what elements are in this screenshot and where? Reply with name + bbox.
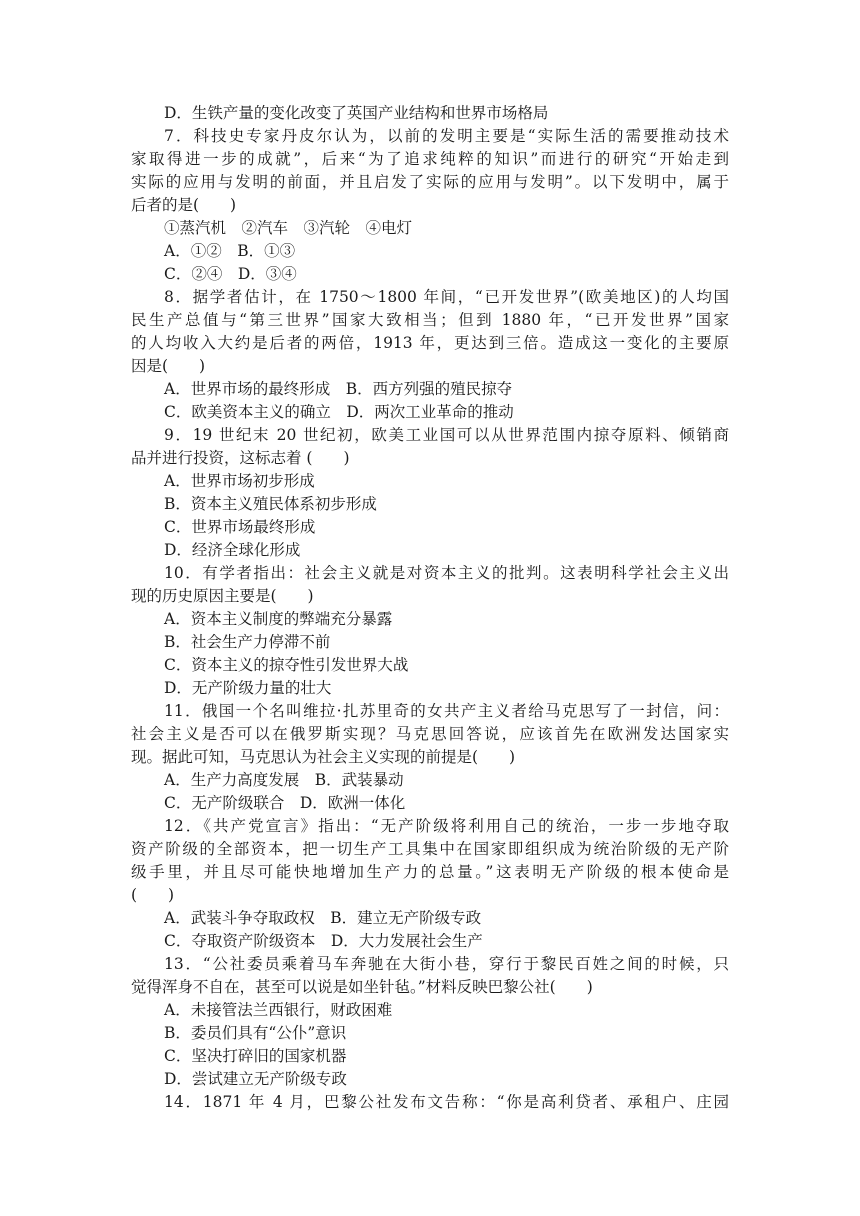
text-line: 现。据此可知，马克思认为社会主义实现的前提是( ): [131, 748, 516, 766]
text-line: C．夺取资产阶级资本 D．大力发展社会生产: [164, 932, 483, 950]
text-line: A．世界市场的最终形成 B．西方列强的殖民掠夺: [164, 380, 513, 398]
text-line: 社会主义是否可以在俄罗斯实现？马克思回答说，应该首先在欧洲发达国家实: [131, 725, 729, 743]
text-line: 现的历史原因主要是( ): [131, 587, 314, 605]
text-line: 觉得浑身不自在，甚至可以说是如坐针毡。”材料反映巴黎公社( ): [131, 978, 593, 996]
text-line: A．世界市场初步形成: [164, 472, 315, 490]
text-line: 8．据学者估计，在 1750～1800 年间，“已开发世界”(欧美地区)的人均国: [164, 288, 729, 306]
text-line: 品并进行投资，这标志着 ( ): [131, 449, 350, 467]
text-line: A．武装斗争夺取政权 B．建立无产阶级专政: [164, 909, 482, 927]
text-line: 级手里，并且尽可能快地增加生产力的总量。”这表明无产阶级的根本使命是: [131, 863, 729, 881]
text-line: C．坚决打碎旧的国家机器: [164, 1047, 347, 1065]
text-line: 13．“公社委员乘着马车奔驰在大街小巷，穿行于黎民百姓之间的时候，只: [164, 955, 729, 973]
text-line: 9．19 世纪末 20 世纪初，欧美工业国可以从世界范围内掠夺原料、倾销商: [164, 426, 729, 444]
text-line: A．资本主义制度的弊端充分暴露: [164, 610, 393, 628]
text-line: 民生产总值与“第三世界”国家大致相当；但到 1880 年，“已开发世界”国家: [131, 311, 729, 329]
text-line: 11．俄国一个名叫维拉·扎苏里奇的女共产主义者给马克思写了一封信，问：: [164, 702, 729, 720]
text-line: B．资本主义殖民体系初步形成: [164, 495, 377, 513]
text-line: C．欧美资本主义的确立 D．两次工业革命的推动: [164, 403, 514, 421]
text-line: 10．有学者指出：社会主义就是对资本主义的批判。这表明科学社会主义出: [164, 564, 729, 582]
text-line: ( ): [131, 886, 175, 904]
text-line: 14．1871 年 4 月，巴黎公社发布文告称：“你是高利贷者、承租户、庄园: [164, 1093, 729, 1111]
text-line: ①蒸汽机 ②汽车 ③汽轮 ④电灯: [164, 219, 413, 237]
text-line: 资产阶级的全部资本，把一切生产工具集中在国家即组织成为统治阶级的无产阶: [131, 840, 729, 858]
text-line: C．资本主义的掠夺性引发世界大战: [164, 656, 409, 674]
text-line: 12．《共产党宣言》指出：“无产阶级将利用自己的统治，一步一步地夺取: [164, 817, 729, 835]
text-line: 因是( ): [131, 357, 206, 375]
text-line: C．②④ D．③④: [164, 265, 297, 283]
text-line: A．①② B．①③: [164, 242, 296, 260]
text-line: C．无产阶级联合 D．欧洲一体化: [164, 794, 406, 812]
text-line: 后者的是( ): [131, 196, 237, 214]
text-line: 家取得进一步的成就”，后来“为了追求纯粹的知识”而进行的研究“开始走到: [131, 150, 729, 168]
text-line: D．生铁产量的变化改变了英国产业结构和世界市场格局: [164, 104, 549, 122]
text-line: D．经济全球化形成: [164, 541, 301, 559]
text-line: 7．科技史专家丹皮尔认为，以前的发明主要是“实际生活的需要推动技术: [164, 127, 729, 145]
text-line: B．委员们具有“公仆”意识: [164, 1024, 347, 1042]
text-line: A．生产力高度发展 B．武装暴动: [164, 771, 404, 789]
text-line: B．社会生产力停滞不前: [164, 633, 331, 651]
text-line: D．尝试建立无产阶级专政: [164, 1070, 347, 1088]
text-line: 实际的应用与发明的前面，并且启发了实际的应用与发明”。以下发明中，属于: [131, 173, 729, 191]
document-body: [131, 102, 729, 1114]
text-line: C．世界市场最终形成: [164, 518, 316, 536]
text-line: D．无产阶级力量的壮大: [164, 679, 332, 697]
text-line: 的人均收入大约是后者的两倍，1913 年，更达到三倍。造成这一变化的主要原: [131, 334, 729, 352]
text-line: A．未接管法兰西银行，财政困难: [164, 1001, 393, 1019]
